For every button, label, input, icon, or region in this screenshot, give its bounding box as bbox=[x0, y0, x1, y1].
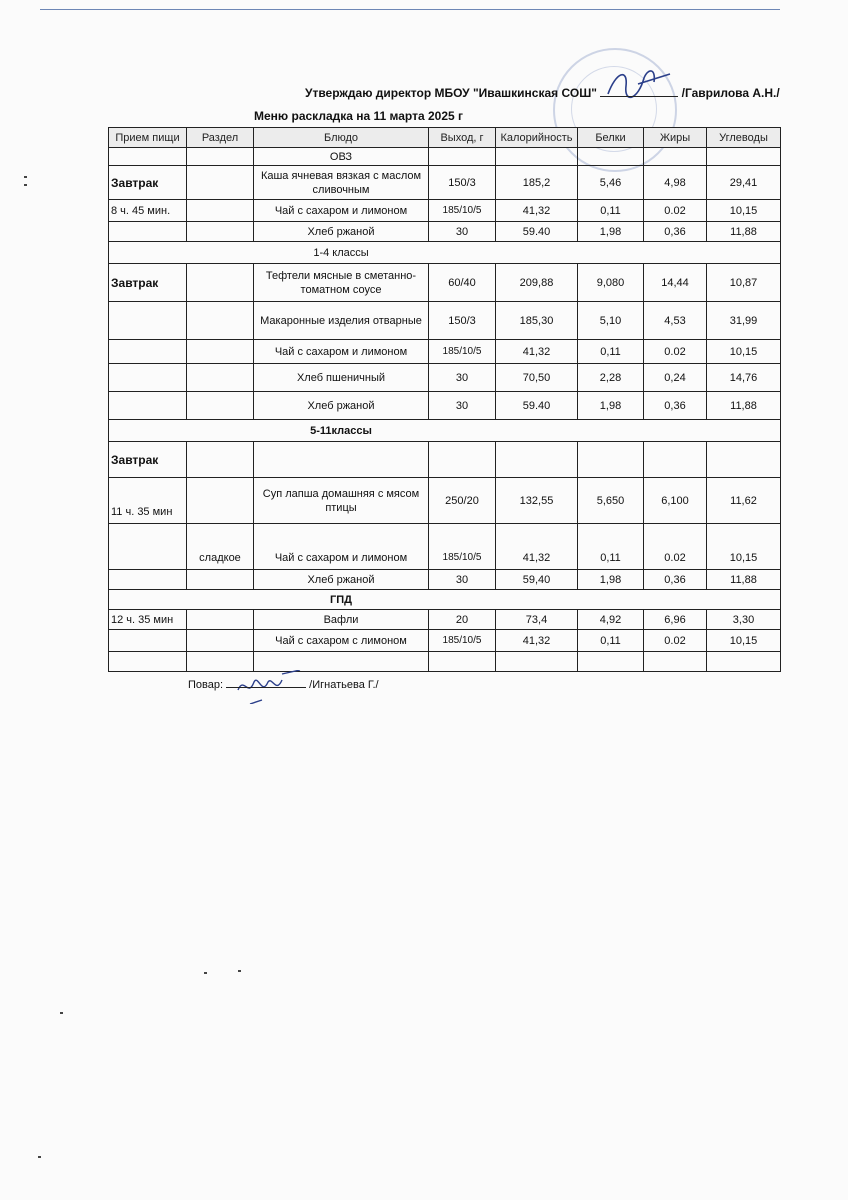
menu-title: Меню раскладка на 11 марта 2025 г bbox=[254, 109, 464, 123]
signature-line bbox=[600, 86, 678, 97]
meal-time-cell: 11 ч. 35 мин bbox=[109, 478, 187, 524]
carbs-cell: 10,15 bbox=[707, 340, 781, 364]
scan-speck bbox=[38, 1156, 41, 1158]
dish-cell: Чай с сахаром и лимоном bbox=[254, 200, 429, 222]
group-row-1-4 bbox=[109, 242, 781, 264]
output-cell: 60/40 bbox=[429, 264, 496, 302]
table-row bbox=[109, 524, 781, 570]
cook-line bbox=[188, 677, 379, 691]
section-cell: сладкое bbox=[187, 524, 254, 570]
protein-cell: 5,46 bbox=[578, 166, 644, 200]
fat-cell: 0.02 bbox=[644, 200, 707, 222]
calories-cell: 70,50 bbox=[496, 364, 578, 392]
group-label-1-4: 1-4 классы bbox=[254, 242, 429, 264]
output-cell: 20 bbox=[429, 610, 496, 630]
dish-cell: Чай с сахаром и лимоном bbox=[254, 340, 429, 364]
protein-cell: 4,92 bbox=[578, 610, 644, 630]
cook-label: Повар: bbox=[188, 679, 224, 691]
menu-table bbox=[108, 127, 781, 672]
table-row bbox=[109, 264, 781, 302]
output-cell: 185/10/5 bbox=[429, 340, 496, 364]
carbs-cell: 10,15 bbox=[707, 200, 781, 222]
fat-cell: 0,36 bbox=[644, 392, 707, 420]
fat-cell: 14,44 bbox=[644, 264, 707, 302]
protein-cell: 5,10 bbox=[578, 302, 644, 340]
header-calories: Калорийность bbox=[496, 128, 578, 148]
calories-cell: 59,40 bbox=[496, 570, 578, 590]
protein-cell: 0,11 bbox=[578, 200, 644, 222]
protein-cell: 0,11 bbox=[578, 630, 644, 652]
fat-cell: 0.02 bbox=[644, 524, 707, 570]
output-cell: 150/3 bbox=[429, 302, 496, 340]
output-cell: 30 bbox=[429, 222, 496, 242]
output-cell: 185/10/5 bbox=[429, 630, 496, 652]
dish-cell: Тефтели мясные в сметанно-томатном соусе bbox=[254, 264, 429, 302]
approval-line bbox=[305, 86, 780, 100]
dish-cell: Хлеб ржаной bbox=[254, 222, 429, 242]
header-carbs: Углеводы bbox=[707, 128, 781, 148]
dish-cell: Вафли bbox=[254, 610, 429, 630]
protein-cell: 0,11 bbox=[578, 524, 644, 570]
dish-cell: Хлеб пшеничный bbox=[254, 364, 429, 392]
carbs-cell: 11,88 bbox=[707, 570, 781, 590]
carbs-cell: 10,15 bbox=[707, 630, 781, 652]
approval-text: Утверждаю директор МБОУ "Ивашкинская СОШ" bbox=[305, 86, 597, 100]
table-header-row bbox=[109, 128, 781, 148]
calories-cell: 132,55 bbox=[496, 478, 578, 524]
carbs-cell: 14,76 bbox=[707, 364, 781, 392]
carbs-cell: 10,87 bbox=[707, 264, 781, 302]
calories-cell: 41,32 bbox=[496, 200, 578, 222]
calories-cell: 185,30 bbox=[496, 302, 578, 340]
table-row bbox=[109, 610, 781, 630]
output-cell: 150/3 bbox=[429, 166, 496, 200]
calories-cell: 41,32 bbox=[496, 630, 578, 652]
output-cell: 30 bbox=[429, 364, 496, 392]
group-row-5-11 bbox=[109, 420, 781, 442]
cook-signature-line bbox=[226, 677, 306, 688]
group-label-5-11: 5-11классы bbox=[254, 420, 429, 442]
calories-cell: 73,4 bbox=[496, 610, 578, 630]
output-cell: 30 bbox=[429, 570, 496, 590]
carbs-cell: 10,15 bbox=[707, 524, 781, 570]
calories-cell: 185,2 bbox=[496, 166, 578, 200]
table-row bbox=[109, 340, 781, 364]
table-row bbox=[109, 478, 781, 524]
fat-cell: 6,100 bbox=[644, 478, 707, 524]
protein-cell: 0,11 bbox=[578, 340, 644, 364]
cook-name: /Игнатьева Г./ bbox=[309, 679, 379, 691]
dish-cell: Чай с сахаром и лимоном bbox=[254, 524, 429, 570]
output-cell: 185/10/5 bbox=[429, 200, 496, 222]
output-cell: 250/20 bbox=[429, 478, 496, 524]
protein-cell: 1,98 bbox=[578, 570, 644, 590]
carbs-cell: 3,30 bbox=[707, 610, 781, 630]
output-cell: 185/10/5 bbox=[429, 524, 496, 570]
fat-cell: 0,24 bbox=[644, 364, 707, 392]
scan-speck bbox=[24, 176, 27, 178]
dish-cell: Суп лапша домашняя с мясом птицы bbox=[254, 478, 429, 524]
fat-cell: 4,53 bbox=[644, 302, 707, 340]
dish-cell: Хлеб ржаной bbox=[254, 570, 429, 590]
fat-cell: 6,96 bbox=[644, 610, 707, 630]
table-row-empty bbox=[109, 652, 781, 672]
fat-cell: 0,36 bbox=[644, 570, 707, 590]
output-cell: 30 bbox=[429, 392, 496, 420]
meal-cell: Завтрак bbox=[109, 264, 187, 302]
dish-cell: Хлеб ржаной bbox=[254, 392, 429, 420]
group-row-gpd bbox=[109, 590, 781, 610]
fat-cell: 0.02 bbox=[644, 630, 707, 652]
calories-cell: 59.40 bbox=[496, 222, 578, 242]
scan-speck bbox=[60, 1012, 63, 1014]
table-row bbox=[109, 200, 781, 222]
dish-cell: Каша ячневая вязкая с маслом сливочным bbox=[254, 166, 429, 200]
scan-speck bbox=[238, 970, 241, 972]
table-row bbox=[109, 222, 781, 242]
meal-time-cell: 8 ч. 45 мин. bbox=[109, 200, 187, 222]
carbs-cell: 29,41 bbox=[707, 166, 781, 200]
table-row bbox=[109, 392, 781, 420]
carbs-cell: 11,62 bbox=[707, 478, 781, 524]
scan-speck bbox=[204, 972, 207, 974]
dish-cell: Чай с сахаром с лимоном bbox=[254, 630, 429, 652]
group-label-ovz: ОВЗ bbox=[254, 148, 429, 166]
dish-cell: Макаронные изделия отварные bbox=[254, 302, 429, 340]
carbs-cell: 11,88 bbox=[707, 222, 781, 242]
header-meal: Прием пищи bbox=[109, 128, 187, 148]
calories-cell: 41,32 bbox=[496, 340, 578, 364]
table-row bbox=[109, 364, 781, 392]
table-row bbox=[109, 442, 781, 478]
carbs-cell: 11,88 bbox=[707, 392, 781, 420]
meal-cell: Завтрак bbox=[109, 166, 187, 200]
table-row bbox=[109, 166, 781, 200]
header-protein: Белки bbox=[578, 128, 644, 148]
fat-cell: 4,98 bbox=[644, 166, 707, 200]
header-fat: Жиры bbox=[644, 128, 707, 148]
director-name: /Гаврилова А.Н./ bbox=[681, 86, 780, 100]
protein-cell: 1,98 bbox=[578, 392, 644, 420]
meal-cell: Завтрак bbox=[109, 442, 187, 478]
calories-cell: 41,32 bbox=[496, 524, 578, 570]
top-rule bbox=[40, 9, 780, 10]
meal-time-cell: 12 ч. 35 мин bbox=[109, 610, 187, 630]
header-section: Раздел bbox=[187, 128, 254, 148]
group-label-gpd: ГПД bbox=[254, 590, 429, 610]
table-row bbox=[109, 570, 781, 590]
protein-cell: 2,28 bbox=[578, 364, 644, 392]
protein-cell: 1,98 bbox=[578, 222, 644, 242]
table-row bbox=[109, 630, 781, 652]
header-dish: Блюдо bbox=[254, 128, 429, 148]
calories-cell: 59.40 bbox=[496, 392, 578, 420]
protein-cell: 9,080 bbox=[578, 264, 644, 302]
table-row bbox=[109, 302, 781, 340]
fat-cell: 0.02 bbox=[644, 340, 707, 364]
scan-speck bbox=[24, 184, 27, 186]
header-output: Выход, г bbox=[429, 128, 496, 148]
carbs-cell: 31,99 bbox=[707, 302, 781, 340]
calories-cell: 209,88 bbox=[496, 264, 578, 302]
group-row-ovz bbox=[109, 148, 781, 166]
fat-cell: 0,36 bbox=[644, 222, 707, 242]
protein-cell: 5,650 bbox=[578, 478, 644, 524]
